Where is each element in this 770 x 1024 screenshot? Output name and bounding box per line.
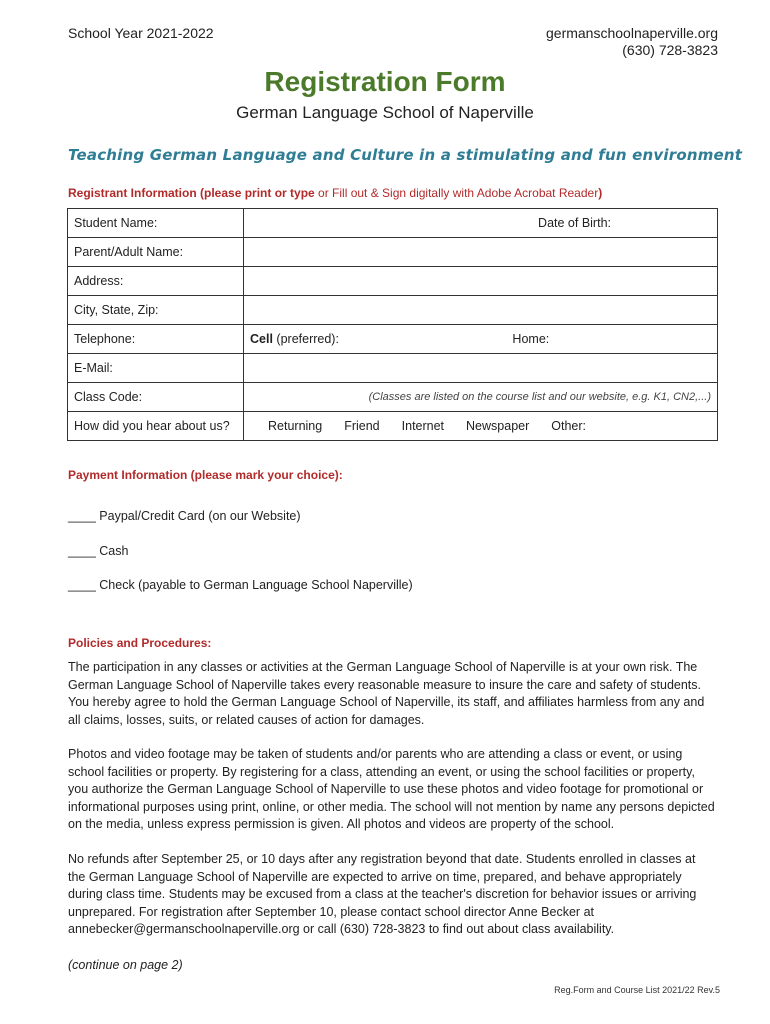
- table-row: [68, 354, 718, 383]
- policy-paragraph-refunds: No refunds after September 25, or 10 days after any registration beyond that date. Students enrolled in classes at the German Language School of Naperville are expected to arrive on time, prepared, and behave appropriately during class time. Students may be excused from a class at the teacher's discretion for behavior issues or arriving unprepared. For registration after September 10, please contact school director Anne Becker at annebecker@germanschoolnaperville.org or call (630) 728-3823 to find out about class availability.: [68, 852, 697, 936]
- city-state-zip-label: City, State, Zip:: [68, 296, 244, 325]
- policy-paragraph-risk: The participation in any classes or activities at the German Language School of Naperville is at your own risk. The German Language School of Naperville takes every reasonable measure to insure the care and safety of students. You hereby agree to hold the German Language School of Naperville, its staff, and affiliates harmless from any and all claims, losses, suits, or related causes of action for damages.: [68, 660, 705, 727]
- hear-about-label: How did you hear about us?: [68, 412, 244, 441]
- registrant-heading-close: ): [598, 186, 603, 200]
- footer-revision: Reg.Form and Course List 2021/22 Rev.5: [554, 985, 720, 995]
- parent-name-label: Parent/Adult Name:: [68, 238, 244, 267]
- payment-option-cash[interactable]: ____ Cash: [68, 544, 129, 558]
- telephone-label: Telephone:: [68, 325, 244, 354]
- date-of-birth-label: Date of Birth:: [538, 216, 611, 230]
- table-row: [68, 412, 718, 441]
- parent-name-field[interactable]: [244, 238, 718, 267]
- registrant-heading-normal: or Fill out & Sign digitally with Adobe Acrobat Reader: [314, 186, 599, 200]
- class-code-label: Class Code:: [68, 383, 244, 412]
- contact-info: [546, 25, 718, 59]
- class-code-field[interactable]: [244, 383, 718, 412]
- page-subtitle: German Language School of Naperville: [236, 103, 534, 122]
- registrant-table: [67, 208, 718, 441]
- hear-about-options: [244, 412, 718, 441]
- tagline: Teaching German Language and Culture in a stimulating and fun environment: [68, 146, 743, 164]
- option-internet[interactable]: Internet: [401, 419, 445, 433]
- class-code-hint: (Classes are listed on the course list and our website, e.g. K1, CN2,...): [368, 391, 711, 403]
- home-label: Home:: [512, 332, 550, 346]
- policies-heading: Policies and Procedures:: [68, 636, 212, 650]
- telephone-field[interactable]: [244, 325, 718, 354]
- table-row: [68, 296, 718, 325]
- address-field[interactable]: [244, 267, 718, 296]
- cell-label-bold: Cell: [250, 332, 273, 346]
- email-field[interactable]: [244, 354, 718, 383]
- cell-label: [250, 332, 339, 346]
- table-row: [68, 325, 718, 354]
- option-newspaper[interactable]: Newspaper: [466, 419, 530, 433]
- registrant-heading: [68, 186, 602, 200]
- phone-number: (630) 728-3823: [622, 42, 718, 58]
- option-returning[interactable]: Returning: [268, 419, 323, 433]
- payment-option-paypal[interactable]: ____ Paypal/Credit Card (on our Website): [68, 509, 301, 523]
- website-link[interactable]: germanschoolnaperville.org: [546, 25, 718, 41]
- payment-option-check[interactable]: ____ Check (payable to German Language School Naperville): [68, 578, 413, 592]
- option-other[interactable]: Other:: [551, 419, 587, 433]
- payment-heading: Payment Information (please mark your choice):: [68, 468, 343, 482]
- table-row: [68, 267, 718, 296]
- cell-label-rest: (preferred):: [272, 332, 339, 346]
- email-label: E-Mail:: [68, 354, 244, 383]
- address-label: Address:: [68, 267, 244, 296]
- table-row: [68, 209, 718, 238]
- option-friend[interactable]: Friend: [344, 419, 380, 433]
- table-row: [68, 383, 718, 412]
- continue-note: (continue on page 2): [68, 958, 183, 972]
- city-state-zip-field[interactable]: [244, 296, 718, 325]
- registrant-heading-bold: Registrant Information (please print or type: [68, 186, 315, 200]
- student-name-label: Student Name:: [68, 209, 244, 238]
- page-title: Registration Form: [264, 66, 506, 97]
- policy-paragraph-photos: Photos and video footage may be taken of students and/or parents who are attending a class or event, or using school facilities or property. By registering for a class, attending an event, or using the school facilities or property, you authorize the German Language School of Naperville to use these photos and video footage for promotional or informational purposes using print, online, or other media. The school will not mention by name any persons depicted on the media, unless express permission is given. All photos and videos are property of the school.: [68, 747, 715, 831]
- student-name-field[interactable]: [244, 209, 718, 238]
- school-year: School Year 2021-2022: [68, 25, 214, 41]
- table-row: [68, 238, 718, 267]
